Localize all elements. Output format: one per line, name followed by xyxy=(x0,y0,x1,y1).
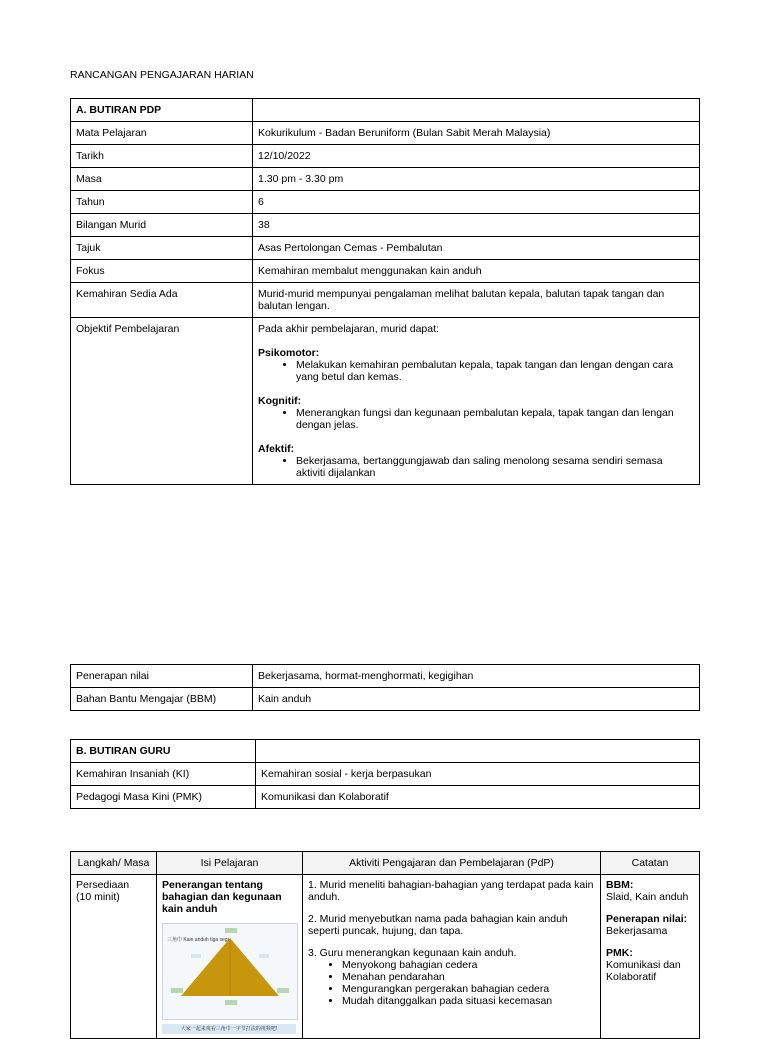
row-label: Bilangan Murid xyxy=(71,214,253,237)
table-row xyxy=(71,214,700,237)
objective-intro: Pada akhir pembelajaran, murid dapat: xyxy=(258,323,439,335)
row-label: Objektif Pembelajaran xyxy=(71,318,253,485)
list-item: • Mudah ditanggalkan pada situasi kecemasan xyxy=(342,995,595,1007)
pmk-value: Komunikasi dan Kolaboratif xyxy=(606,959,681,983)
section-b-table xyxy=(70,739,700,809)
row-label: Tahun xyxy=(71,191,253,214)
table-row xyxy=(71,237,700,260)
row-label: Kemahiran Insaniah (KI) xyxy=(71,763,256,786)
lesson-steps-table xyxy=(70,851,700,1039)
row-value: Bekerjasama, hormat-menghormati, kegigihan xyxy=(253,665,700,688)
row-value: 12/10/2022 xyxy=(253,145,700,168)
table-row xyxy=(71,260,700,283)
row-value: 38 xyxy=(253,214,700,237)
row-label: Fokus xyxy=(71,260,253,283)
kognitif-list xyxy=(258,407,694,431)
section-a-table xyxy=(70,98,700,485)
document-title: RANCANGAN PENGAJARAN HARIAN xyxy=(70,69,254,81)
activity-3-list xyxy=(308,959,595,1007)
pmk-heading: PMK: xyxy=(606,947,633,959)
row-value: Komunikasi dan Kolaboratif xyxy=(256,786,700,809)
row-value: Asas Pertolongan Cemas - Pembalutan xyxy=(253,237,700,260)
column-header: Isi Pelajaran xyxy=(157,852,303,875)
row-value: Kain anduh xyxy=(253,688,700,711)
row-label: Tarikh xyxy=(71,145,253,168)
content-cell xyxy=(157,875,303,1039)
list-item: • Bekerjasama, bertanggungjawab dan saling menolong sesama sendiri semasa aktiviti dijalankan xyxy=(296,455,694,479)
empty-cell xyxy=(256,740,700,763)
table-row xyxy=(71,786,700,809)
nilai-value: Bekerjasama xyxy=(606,925,668,937)
afektif-heading: Afektif: xyxy=(258,443,295,455)
section-a-header: A. BUTIRAN PDP xyxy=(71,99,253,122)
column-header: Aktiviti Pengajaran dan Pembelajaran (PdP) xyxy=(303,852,601,875)
list-item: • Menahan pendarahan xyxy=(342,971,595,983)
row-value: Murid-murid mempunyai pengalaman melihat balutan kepala, balutan tapak tangan dan balutan lengan. xyxy=(253,283,700,318)
row-value: Kemahiran sosial - kerja berpasukan xyxy=(256,763,700,786)
row-label: Masa xyxy=(71,168,253,191)
empty-cell xyxy=(253,99,700,122)
objective-cell xyxy=(253,318,700,485)
row-value: 6 xyxy=(253,191,700,214)
section-b-header: B. BUTIRAN GURU xyxy=(71,740,256,763)
table-row xyxy=(71,283,700,318)
table-row xyxy=(71,763,700,786)
row-label: Kemahiran Sedia Ada xyxy=(71,283,253,318)
section-a-continued-table xyxy=(70,664,700,711)
row-label: Pedagogi Masa Kini (PMK) xyxy=(71,786,256,809)
table-row xyxy=(71,145,700,168)
table-row xyxy=(71,665,700,688)
table-row xyxy=(71,688,700,711)
row-value: 1.30 pm - 3.30 pm xyxy=(253,168,700,191)
psikomotor-heading: Psikomotor: xyxy=(258,347,320,359)
activity-cell xyxy=(303,875,601,1039)
activity-1: 1. Murid meneliti bahagian-bahagian yang terdapat pada kain anduh. xyxy=(308,879,594,903)
row-label: Tajuk xyxy=(71,237,253,260)
content-title: Penerangan tentang bahagian dan kegunaan kain anduh xyxy=(162,879,282,915)
bbm-value: Slaid, Kain anduh xyxy=(606,891,689,903)
table-row xyxy=(71,168,700,191)
list-item: • Menerangkan fungsi dan kegunaan pembalutan kepala, tapak tangan dan lengan dengan jelas. xyxy=(296,407,694,431)
activity-3: 3. Guru menerangkan kegunaan kain anduh. xyxy=(308,947,517,959)
column-header: Langkah/ Masa xyxy=(71,852,157,875)
list-item: • Menyokong bahagian cedera xyxy=(342,959,595,971)
video-banner: 大家一起来观看三角巾一字节打法的视频吧! xyxy=(162,1024,296,1034)
activity-2: 2. Murid menyebutkan nama pada bahagian kain anduh seperti puncak, hujung, dan tapa. xyxy=(308,913,568,937)
diagram-caption: 三角巾 Kain anduh tiga segi xyxy=(167,937,229,943)
kognitif-heading: Kognitif: xyxy=(258,395,302,407)
table-header-row xyxy=(71,852,700,875)
list-item: • Mengurangkan pergerakan bahagian cedera xyxy=(342,983,595,995)
row-label: Mata Pelajaran xyxy=(71,122,253,145)
triangular-bandage-diagram xyxy=(162,923,298,1020)
row-value: Kokurikulum - Badan Beruniform (Bulan Sabit Merah Malaysia) xyxy=(253,122,700,145)
row-label: Bahan Bantu Mengajar (BBM) xyxy=(71,688,253,711)
nilai-heading: Penerapan nilai: xyxy=(606,913,688,925)
column-header: Catatan xyxy=(601,852,700,875)
table-row xyxy=(71,191,700,214)
table-row xyxy=(71,318,700,485)
table-row xyxy=(71,122,700,145)
step-cell: Persediaan (10 minit) xyxy=(71,875,157,1039)
table-row xyxy=(71,740,700,763)
bbm-heading: BBM: xyxy=(606,879,634,891)
afektif-list xyxy=(258,455,694,479)
psikomotor-list xyxy=(258,359,694,383)
notes-cell xyxy=(601,875,700,1039)
row-value: Kemahiran membalut menggunakan kain anduh xyxy=(253,260,700,283)
row-label: Penerapan nilai xyxy=(71,665,253,688)
list-item: • Melakukan kemahiran pembalutan kepala, tapak tangan dan lengan dengan cara yang betul dan kemas. xyxy=(296,359,694,383)
table-row xyxy=(71,875,700,1039)
table-row xyxy=(71,99,700,122)
